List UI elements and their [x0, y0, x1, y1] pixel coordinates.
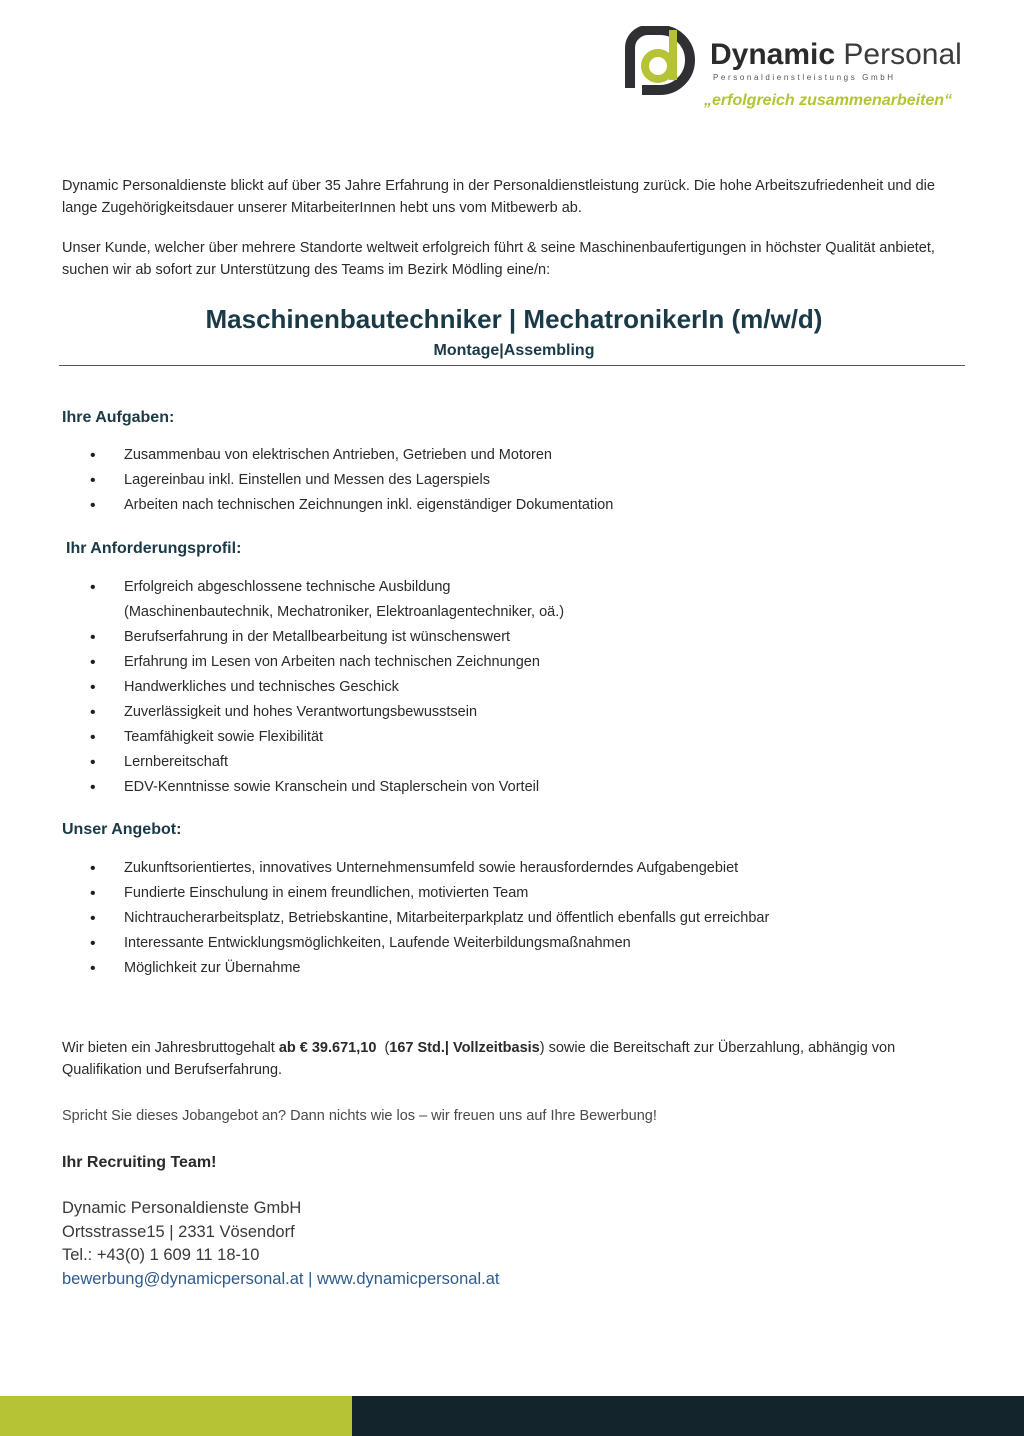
- call-to-action: Spricht Sie dieses Jobangebot an? Dann nichts wie los – wir freuen uns auf Ihre Bewerbung!: [62, 1108, 657, 1124]
- list-item: • Teamfähigkeit sowie Flexibilität: [62, 725, 966, 750]
- list-item: • Zusammenbau von elektrischen Antrieben, Getrieben und Motoren: [62, 443, 966, 468]
- list-item: • Möglichkeit zur Übernahme: [62, 956, 966, 981]
- company-phone: Tel.: +43(0) 1 609 11 18-10: [62, 1246, 260, 1264]
- offer-list: [62, 856, 966, 981]
- team-signature: Ihr Recruiting Team!: [62, 1154, 217, 1171]
- brand-subtitle: Personaldienstleistungs GmbH: [713, 73, 896, 82]
- website-link[interactable]: www.dynamicpersonal.at: [316, 1269, 500, 1288]
- tasks-list: [62, 443, 966, 518]
- list-item-text: Erfolgreich abgeschlossene technische Ausbildung: [124, 579, 451, 595]
- job-subtitle: Montage|Assembling: [433, 342, 595, 359]
- list-item: • Arbeiten nach technischen Zeichnungen inkl. eigenständiger Dokumentation: [62, 493, 966, 518]
- contact-links: bewerbung@dynamicpersonal.at | www.dynamicpersonal.at: [62, 1269, 500, 1288]
- list-item: • Interessante Entwicklungsmöglichkeiten, Laufende Weiterbildungsmaßnahmen: [62, 931, 966, 956]
- brand-name: Dynamic Personal: [710, 38, 962, 71]
- list-item: • Erfahrung im Lesen von Arbeiten nach technischen Zeichnungen: [62, 650, 966, 675]
- intro-paragraph-1: Dynamic Personaldienste blickt auf über 35 Jahre Erfahrung in der Personaldienstleistung zurück. Die hohe Arbeitszufriedenheit und die lange Zugehörigkeitsdauer unserer MitarbeiterInnen hebt uns vom Mitbewerb ab.: [62, 178, 935, 216]
- slogan: „erfolgreich zusammenarbeiten“: [704, 92, 953, 109]
- list-item: • Lernbereitschaft: [62, 750, 966, 775]
- list-item: • Fundierte Einschulung in einem freundlichen, motivierten Team: [62, 881, 966, 906]
- intro-paragraph-2: Unser Kunde, welcher über mehrere Standorte weltweit erfolgreich führt & seine Maschinenbaufertigungen in höchster Qualität anbietet, suchen wir ab sofort zur Unterstützung des Teams im Bezirk Mödling eine/n:: [62, 240, 935, 278]
- list-item: [62, 575, 966, 625]
- list-item: • Lagereinbau inkl. Einstellen und Messen des Lagerspiels: [62, 468, 966, 493]
- job-title: Maschinenbautechniker | MechatronikerIn (m/w/d): [205, 304, 823, 334]
- list-item: • Berufserfahrung in der Metallbearbeitung ist wünschenswert: [62, 625, 966, 650]
- contact-block: [62, 1197, 499, 1291]
- profile-heading: Ihr Anforderungsprofil:: [66, 540, 242, 557]
- list-item: • Zukunftsorientiertes, innovatives Unternehmensumfeld sowie herausforderndes Aufgabengebiet: [62, 856, 966, 881]
- title-divider: [59, 365, 965, 366]
- offer-heading: Unser Angebot:: [62, 821, 182, 838]
- list-item: • Handwerkliches und technisches Geschick: [62, 675, 966, 700]
- footer-dark-bar: [352, 1396, 1024, 1436]
- list-item-continuation: (Maschinenbautechnik, Mechatroniker, Elektroanlagentechniker, oä.): [124, 604, 565, 620]
- footer-accent-bar: [0, 1396, 352, 1436]
- dp-logo-icon: [620, 26, 696, 98]
- list-item: • EDV-Kenntnisse sowie Kranschein und Staplerschein von Vorteil: [62, 775, 966, 800]
- tasks-heading: Ihre Aufgaben:: [62, 409, 175, 426]
- list-item: • Nichtraucherarbeitsplatz, Betriebskantine, Mitarbeiterparkplatz und öffentlich ebenfalls gut erreichbar: [62, 906, 966, 931]
- email-link[interactable]: bewerbung@dynamicpersonal.at: [62, 1269, 304, 1288]
- company-name: Dynamic Personaldienste GmbH: [62, 1199, 302, 1217]
- company-address: Ortsstrasse15 | 2331 Vösendorf: [62, 1222, 295, 1241]
- company-logo: [620, 26, 1000, 116]
- salary-paragraph: Wir bieten ein Jahresbruttogehalt ab € 39.671,10 (167 Std.| Vollzeitbasis) sowie die Bereitschaft zur Überzahlung, abhängig von Qualifikation und Berufserfahrung.: [62, 1040, 896, 1078]
- list-item: • Zuverlässigkeit und hohes Verantwortungsbewusstsein: [62, 700, 966, 725]
- profile-list: [62, 575, 966, 800]
